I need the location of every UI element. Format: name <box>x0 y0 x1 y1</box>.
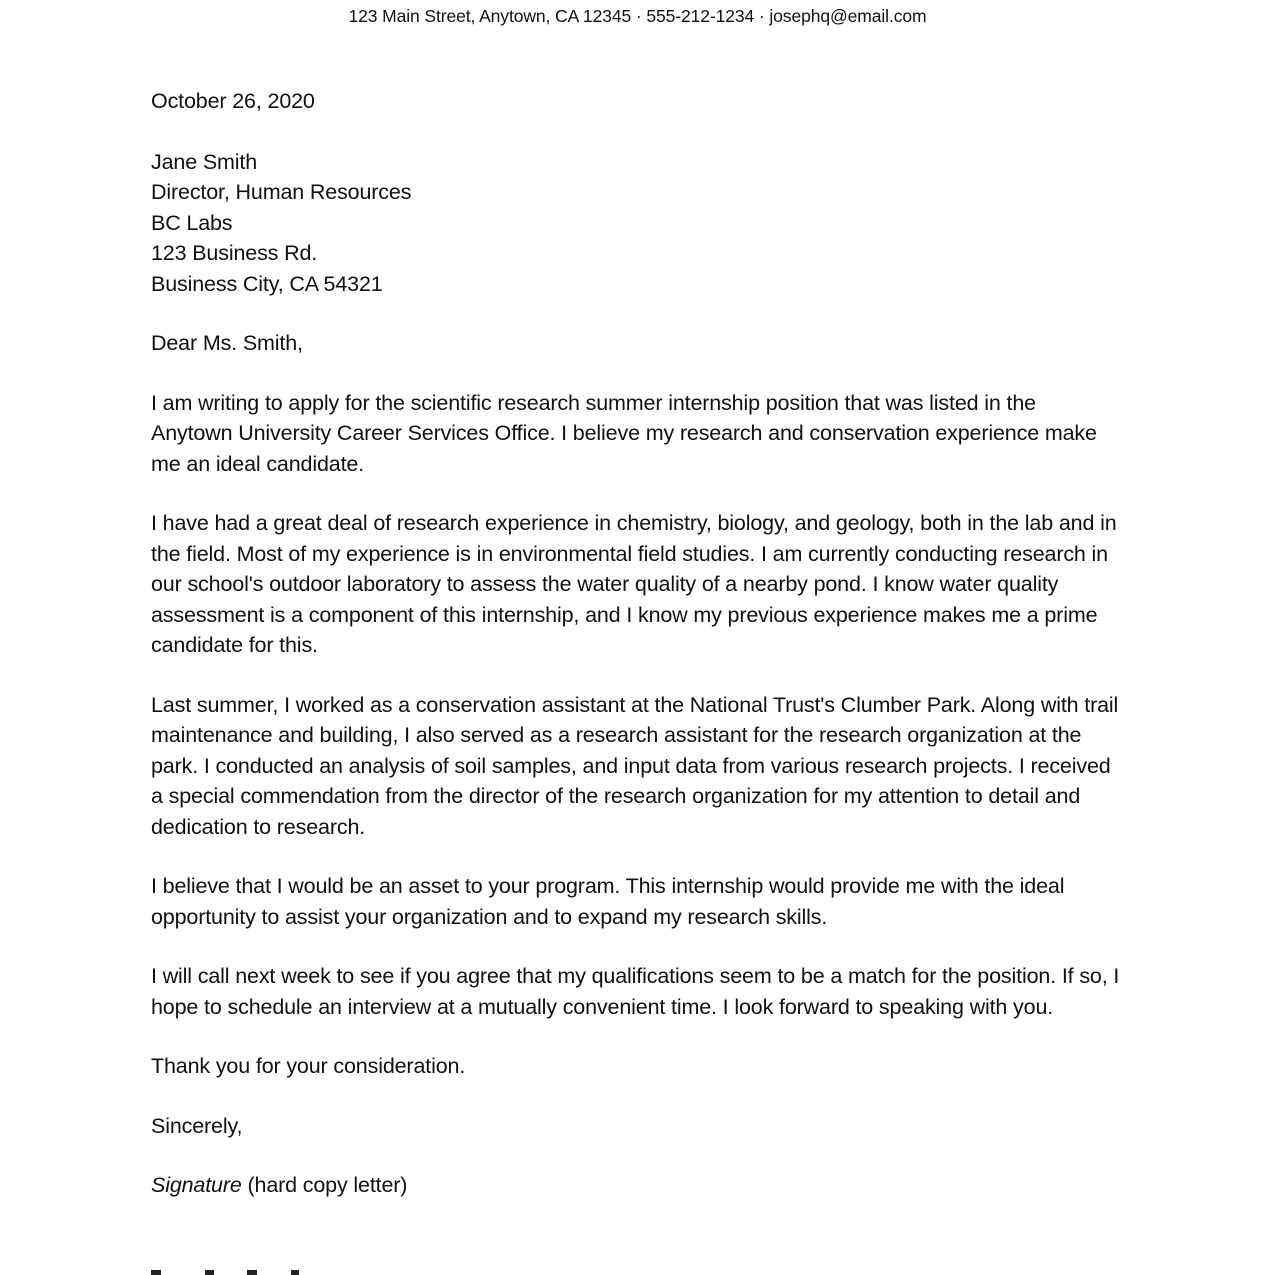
paragraph-last-summer: Last summer, I worked as a conservation assistant at the National Trust's Clumber Park. Along with trail maintenance and building, I also served as a research assistant for the research organization at the park. I conducted an analysis of soil samples, and input data from various research projects. I received a special commendation from the director of the research organization for my attention to detail and dedication to research. <box>151 692 1119 839</box>
thanks-line: Thank you for your consideration. <box>151 1054 466 1078</box>
salutation: Dear Ms. Smith, <box>151 331 303 355</box>
signature-note: (hard copy letter) <box>241 1173 408 1197</box>
recipient-street: 123 Business Rd. <box>151 241 318 265</box>
letter-date: October 26, 2020 <box>151 89 315 113</box>
sender-name-clipped <box>0 0 1275 2</box>
paragraph-experience: I have had a great deal of research experience in chemistry, biology, and geology, both in the lab and in the field. Most of my experience is in environmental field studies. I am currently conducting research in our school's outdoor laboratory to assess the water quality of a nearby pond. I know water quality assessment is a component of this internship, and I know my previous experience makes me a prime candidate for this. <box>151 511 1117 657</box>
recipient-name: Jane Smith <box>151 149 258 174</box>
recipient-city: Business City, CA 54321 <box>151 271 383 296</box>
signature-label: Signature <box>151 1173 242 1197</box>
paragraph-followup: I will call next week to see if you agree that my qualifications seem to be a match for the position. If so, I hope to schedule an interview at a mutually convenient time. I look forward to speaking with you. <box>151 964 1120 1019</box>
typed-name-clipped <box>151 1268 331 1275</box>
letter-body <box>151 86 1121 1230</box>
recipient-company: BC Labs <box>151 210 233 235</box>
paragraph-asset: I believe that I would be an asset to your program. This internship would provide me with the ideal opportunity to assist your organization and to expand my research skills. <box>151 874 1065 929</box>
signature-line <box>151 1170 1121 1201</box>
sender-contact-line: 123 Main Street, Anytown, CA 12345 · 555-212-1234 · josephq@email.com <box>348 6 927 26</box>
closing: Sincerely, <box>151 1113 243 1138</box>
recipient-title: Director, Human Resources <box>151 180 412 204</box>
recipient-address <box>151 147 1121 300</box>
paragraph-intro: I am writing to apply for the scientific research summer internship position that was listed in the Anytown University Career Services Office. I believe my research and conservation experience make me an ideal candidate. <box>151 390 1097 476</box>
